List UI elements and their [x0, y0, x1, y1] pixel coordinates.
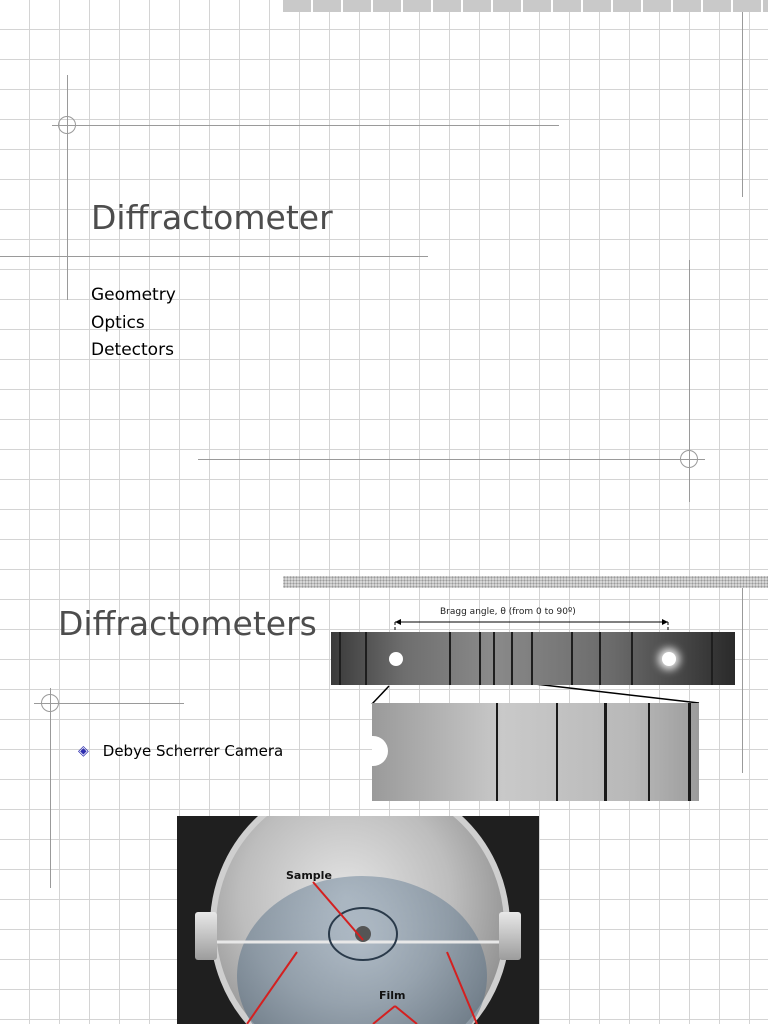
- slide1-list: [91, 282, 176, 365]
- sample-label: Sample: [286, 869, 332, 882]
- list-item: Optics: [91, 312, 145, 333]
- film-label: Film: [379, 989, 406, 1002]
- slide2-title: Diffractometers: [58, 604, 317, 643]
- guide-circle: [680, 450, 698, 468]
- sample-pointer: [313, 882, 363, 940]
- film-entry-hole: [389, 652, 403, 666]
- top-decor-bar: [283, 0, 768, 12]
- guide-circle: [41, 694, 59, 712]
- guide-line: [198, 459, 705, 460]
- list-item: Detectors: [91, 340, 174, 360]
- slide-divider-bar: [283, 576, 768, 588]
- diamond-bullet-icon: ◈: [78, 743, 89, 759]
- bragg-angle-label: Bragg angle, θ (from 0 to 90º): [440, 607, 576, 617]
- zoom-connector-left: [372, 686, 389, 704]
- guide-line: [67, 75, 68, 300]
- zoom-connector-right: [535, 684, 699, 703]
- film-exit-hole: [662, 652, 676, 666]
- film-pointer-right: [447, 952, 477, 1024]
- guide-line: [0, 256, 428, 257]
- bragg-arrow-left: [395, 619, 401, 625]
- camera-overlay-svg: [177, 816, 539, 1024]
- bullet-item: [78, 742, 283, 760]
- film-zoom-detail: [372, 703, 699, 801]
- slide1-title: Diffractometer: [91, 198, 333, 237]
- guide-line: [742, 12, 743, 197]
- guide-line: [50, 688, 51, 888]
- guide-line: [742, 588, 743, 773]
- bragg-arrow-right: [662, 619, 668, 625]
- list-item: Geometry: [91, 285, 176, 305]
- guide-line: [52, 125, 559, 126]
- bullet-text: Debye Scherrer Camera: [102, 742, 284, 760]
- debye-film-strip: [331, 632, 735, 685]
- film-pointer-left: [247, 952, 297, 1024]
- debye-scherrer-camera-photo: [177, 816, 539, 1024]
- guide-circle: [58, 116, 76, 134]
